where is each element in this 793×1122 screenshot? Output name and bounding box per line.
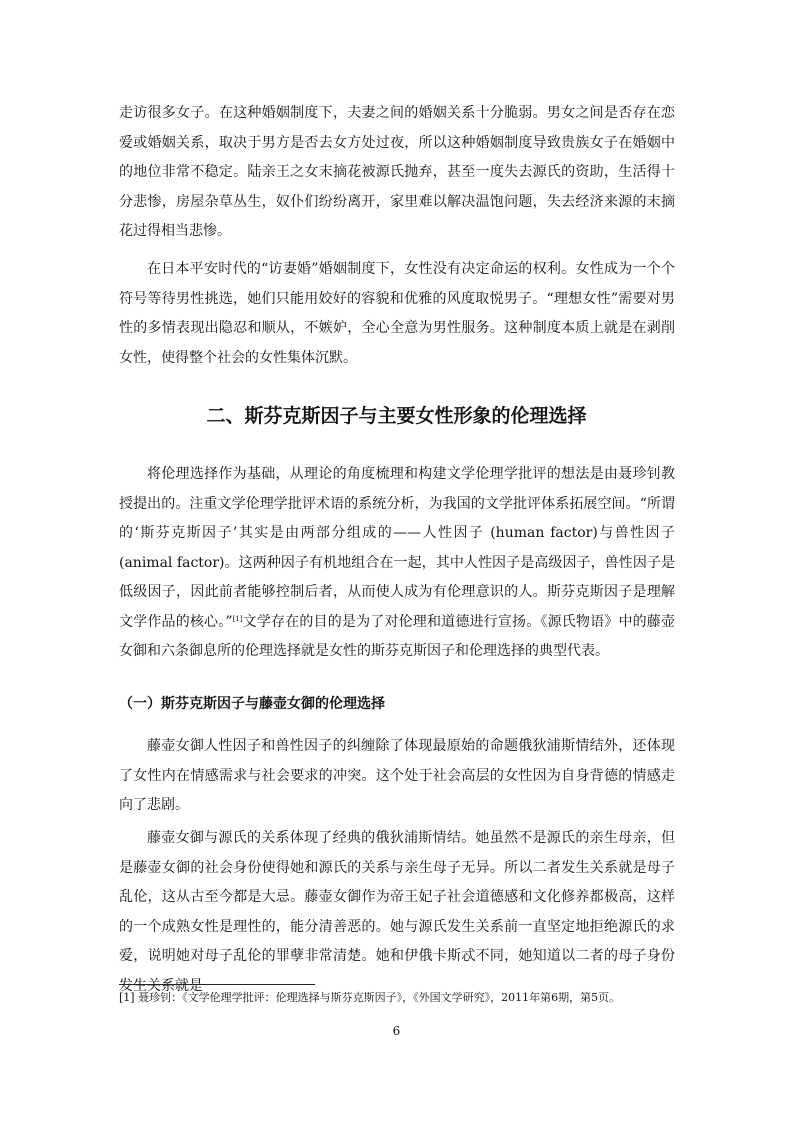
body-paragraph-5: 藤壶女御与源氏的关系体现了经典的俄狄浦斯情结。她虽然不是源氏的亲生母亲，但是藤壶女御的社会身份使得她和源氏的关系与亲生母子无异。所以二者发生关系就是母子乱伦，这从古至今都是大忌。藤壶女御作为帝王妃子社会道德感和文化修养都极高，这样的一个成熟女性是理性的，能分清善恶的。她与源氏发生关系前一直坚定地拒绝源氏的求爱，说明她对母子乱伦的罪孽非常清楚。她和伊俄卡斯忒不同，她知道以二者的母子身份发生关系就是	[119, 830, 675, 994]
section-title: 二、斯芬克斯因子与主要女性形象的伦理选择	[206, 405, 587, 427]
body-paragraph-4: 藤壶女御人性因子和兽性因子的纠缠除了体现最原始的命题俄狄浦斯情结外，还体现了女性内在情感需求与社会要求的冲突。这个处于社会高层的女性因为自身背德的情感走向了悲剧。	[119, 738, 675, 813]
body-paragraph-2: 在日本平安时代的“访妻婚”婚姻制度下，女性没有决定命运的权利。女性成为一个个符号等待男性挑选，她们只能用姣好的容貌和优雅的风度取悦男子。“理想女性”需要对男性的多情表现出隐忍和顺从，不嫉妒，全心全意为男性服务。这种制度本质上就是在剥削女性，使得整个社会的女性集体沉默。	[119, 261, 675, 366]
footnote-reference-mark: [1]	[232, 614, 243, 623]
footnote-divider	[119, 984, 315, 985]
body-paragraph-3	[119, 460, 675, 667]
body-paragraph-1: 走访很多女子。在这种婚姻制度下，夫妻之间的婚姻关系十分脆弱。男女之间是否存在恋爱或婚姻关系，取决于男方是否去女方处过夜，所以这种婚姻制度导致贵族女子在婚姻中的地位非常不稳定。陆亲王之女末摘花被源氏抛弃，甚至一度失去源氏的资助，生活得十分悲惨，房屋杂草丛生，奴仆们纷纷离开，家里难以解决温饱问题，失去经济来源的末摘花过得相当悲惨。	[119, 105, 675, 239]
paragraph-3-text-after-note: 文学存在的目的是为了对伦理和道德进行宣扬。《源氏物语》中的藤壶女御和六条御息所的伦理选择就是女性的斯芬克斯因子和伦理选择的典型代表。	[119, 613, 675, 659]
subsection-title: （一）斯芬克斯因子与藤壶女御的伦理选择	[119, 696, 385, 712]
footnote-1: [1] 聂珍钊：《文学伦理学批评：伦理选择与斯芬克斯因子》，《外国文学研究》，2011年第6期，第5页。	[119, 991, 621, 1004]
paragraph-3-text-before-note: 将伦理选择作为基础，从理论的角度梳理和构建文学伦理学批评的想法是由聂珍钊教授提出的。注重文学伦理学批评术语的系统分析，为我国的文学批评体系拓展空间。“所谓的‘斯芬克斯因子’其实是由两部分组成的——人性因子 (human factor)与兽性因子(animal factor)。这两种因子有机地组合在一起，其中人性因子是高级因子，兽性因子是低级因子，因此前者能够控制后者，从而使人成为有伦理意识的人。斯芬克斯因子是理解文学作品的核心。”	[119, 466, 675, 630]
page-number: 6	[392, 1024, 401, 1038]
